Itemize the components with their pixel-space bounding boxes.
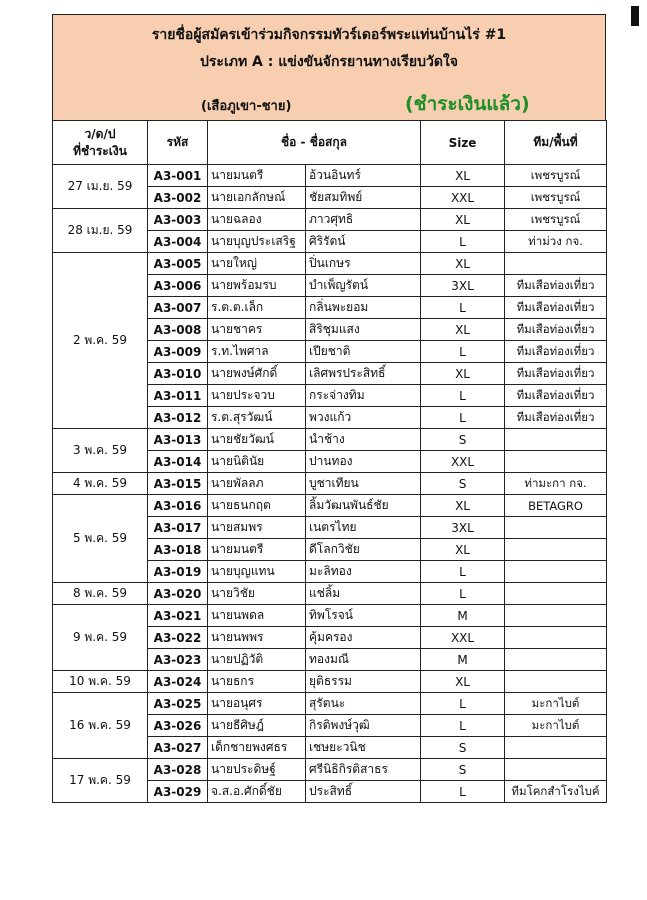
participant-name-cell: ร.ต.สุรวัฒน์ xyxy=(208,407,306,429)
table-row xyxy=(53,583,607,605)
table-body xyxy=(53,165,607,803)
team-area-cell xyxy=(505,605,607,627)
shirt-size-cell: S xyxy=(421,759,505,781)
participant-name-cell: นายใหญ่ xyxy=(208,253,306,275)
payment-date-cell: 9 พ.ค. 59 xyxy=(53,605,148,671)
participant-surname-cell: ศิริรัตน์ xyxy=(306,231,421,253)
team-area-cell: ทีมเสือท่องเที่ยว xyxy=(505,363,607,385)
payment-date-cell: 3 พ.ค. 59 xyxy=(53,429,148,473)
participant-name-cell: นายนพดล xyxy=(208,605,306,627)
participant-surname-cell: ศรีนิธิกิรติสาธร xyxy=(306,759,421,781)
table-row xyxy=(53,209,607,231)
participant-code-cell: A3-025 xyxy=(148,693,208,715)
shirt-size-cell: S xyxy=(421,429,505,451)
participant-code-cell: A3-021 xyxy=(148,605,208,627)
participant-surname-cell: เลิศพรประสิทธิ์ xyxy=(306,363,421,385)
participant-name-cell: นายประดิษฐ์ xyxy=(208,759,306,781)
shirt-size-cell: XL xyxy=(421,671,505,693)
table-row xyxy=(53,671,607,693)
team-area-cell: ทีมเสือท่องเที่ยว xyxy=(505,297,607,319)
participant-name-cell: นายประจวบ xyxy=(208,385,306,407)
header-size: Size xyxy=(421,121,505,165)
shirt-size-cell: L xyxy=(421,385,505,407)
participant-surname-cell: สิริชุมแสง xyxy=(306,319,421,341)
table-row xyxy=(53,165,607,187)
participant-name-cell: นายธีศิษฎ์ xyxy=(208,715,306,737)
team-area-cell xyxy=(505,253,607,275)
table-row xyxy=(53,473,607,495)
participant-surname-cell: นำช้าง xyxy=(306,429,421,451)
participant-surname-cell: ทองมณี xyxy=(306,649,421,671)
participant-code-cell: A3-020 xyxy=(148,583,208,605)
participant-surname-cell: ดีโลกวิชัย xyxy=(306,539,421,561)
payment-date-cell: 27 เม.ย. 59 xyxy=(53,165,148,209)
participant-name-cell: นายสมพร xyxy=(208,517,306,539)
header-name: ชื่อ - ชื่อสกุล xyxy=(208,121,421,165)
participant-name-cell: นายพัลลภ xyxy=(208,473,306,495)
participant-name-cell: จ.ส.อ.ศักดิ์ชัย xyxy=(208,781,306,803)
participant-name-cell: นายบุญแทน xyxy=(208,561,306,583)
shirt-size-cell: 3XL xyxy=(421,275,505,297)
participant-surname-cell: ปิ่นเกษร xyxy=(306,253,421,275)
shirt-size-cell: L xyxy=(421,781,505,803)
shirt-size-cell: S xyxy=(421,737,505,759)
shirt-size-cell: XL xyxy=(421,209,505,231)
team-area-cell xyxy=(505,671,607,693)
paid-status-label: (ชำระเงินแล้ว) xyxy=(405,93,530,115)
participant-code-cell: A3-024 xyxy=(148,671,208,693)
shirt-size-cell: M xyxy=(421,649,505,671)
participant-code-cell: A3-017 xyxy=(148,517,208,539)
payment-date-cell: 17 พ.ค. 59 xyxy=(53,759,148,803)
scan-mark xyxy=(631,6,639,26)
participant-surname-cell: สุรัตนะ xyxy=(306,693,421,715)
participant-surname-cell: ยุติธรรม xyxy=(306,671,421,693)
header-date-line2: ที่ชำระเงิน xyxy=(73,143,127,158)
team-area-cell xyxy=(505,627,607,649)
participant-surname-cell: ลิ้มวัฒนพันธ์ชัย xyxy=(306,495,421,517)
participant-surname-cell: ชัยสมทิพย์ xyxy=(306,187,421,209)
header-code: รหัส xyxy=(148,121,208,165)
team-area-cell xyxy=(505,429,607,451)
payment-date-cell: 4 พ.ค. 59 xyxy=(53,473,148,495)
team-area-cell: เพชรบูรณ์ xyxy=(505,187,607,209)
shirt-size-cell: L xyxy=(421,561,505,583)
participant-name-cell: นายชาคร xyxy=(208,319,306,341)
participant-code-cell: A3-016 xyxy=(148,495,208,517)
table-header-row xyxy=(53,121,607,165)
shirt-size-cell: XL xyxy=(421,539,505,561)
shirt-size-cell: XL xyxy=(421,253,505,275)
participant-code-cell: A3-027 xyxy=(148,737,208,759)
shirt-size-cell: L xyxy=(421,583,505,605)
shirt-size-cell: L xyxy=(421,715,505,737)
participant-surname-cell: อ้วนอินทร์ xyxy=(306,165,421,187)
team-area-cell xyxy=(505,583,607,605)
shirt-size-cell: XXL xyxy=(421,187,505,209)
shirt-size-cell: XL xyxy=(421,363,505,385)
shirt-size-cell: L xyxy=(421,231,505,253)
participant-name-cell: นายฉลอง xyxy=(208,209,306,231)
payment-date-cell: 10 พ.ค. 59 xyxy=(53,671,148,693)
category-title: ประเภท A : แข่งขันจักรยานทางเรียบวัดใจ xyxy=(200,54,458,70)
participant-code-cell: A3-006 xyxy=(148,275,208,297)
header-date xyxy=(53,121,148,165)
document-header xyxy=(52,14,606,120)
participant-name-cell: นายเอกลักษณ์ xyxy=(208,187,306,209)
participant-surname-cell: ทิพโรจน์ xyxy=(306,605,421,627)
participant-code-cell: A3-022 xyxy=(148,627,208,649)
participant-surname-cell: คุ้มครอง xyxy=(306,627,421,649)
participant-surname-cell: เชษยะวนิช xyxy=(306,737,421,759)
participant-code-cell: A3-011 xyxy=(148,385,208,407)
team-area-cell: ท่ามะกา กจ. xyxy=(505,473,607,495)
team-area-cell: มะกาไบต์ xyxy=(505,715,607,737)
team-area-cell xyxy=(505,451,607,473)
participant-surname-cell: กระจ่างทิม xyxy=(306,385,421,407)
payment-date-cell: 16 พ.ค. 59 xyxy=(53,693,148,759)
participant-name-cell: นายพร้อมรบ xyxy=(208,275,306,297)
participant-surname-cell: กลิ่นพะยอม xyxy=(306,297,421,319)
participant-code-cell: A3-014 xyxy=(148,451,208,473)
table-row xyxy=(53,495,607,517)
table-row xyxy=(53,759,607,781)
participant-code-cell: A3-029 xyxy=(148,781,208,803)
document-title: รายชื่อผู้สมัครเข้าร่วมกิจกรรมทัวร์เดอร์พระแท่นบ้านไร่ #1 xyxy=(151,27,507,43)
shirt-size-cell: XXL xyxy=(421,451,505,473)
participant-code-cell: A3-019 xyxy=(148,561,208,583)
payment-date-cell: 2 พ.ค. 59 xyxy=(53,253,148,429)
participant-code-cell: A3-001 xyxy=(148,165,208,187)
participant-surname-cell: กิรติพงษ์วุฒิ xyxy=(306,715,421,737)
participant-surname-cell: พวงแก้ว xyxy=(306,407,421,429)
shirt-size-cell: XL xyxy=(421,495,505,517)
team-area-cell xyxy=(505,649,607,671)
participant-code-cell: A3-007 xyxy=(148,297,208,319)
table-row xyxy=(53,605,607,627)
subcategory-label: (เสือภูเขา-ชาย) xyxy=(201,99,292,114)
shirt-size-cell: XXL xyxy=(421,627,505,649)
participant-surname-cell: ภาวศุทธิ xyxy=(306,209,421,231)
participant-code-cell: A3-023 xyxy=(148,649,208,671)
participant-code-cell: A3-028 xyxy=(148,759,208,781)
participant-surname-cell: มะลิทอง xyxy=(306,561,421,583)
registration-table xyxy=(52,120,607,803)
team-area-cell: ทีมเสือท่องเที่ยว xyxy=(505,341,607,363)
header-team: ทีม/พื้นที่ xyxy=(505,121,607,165)
participant-surname-cell: แช่ลิ้ม xyxy=(306,583,421,605)
participant-name-cell: นายนิตินัย xyxy=(208,451,306,473)
participant-name-cell: ร.ต.ต.เล็ก xyxy=(208,297,306,319)
participant-name-cell: นายพงษ์ศักดิ์ xyxy=(208,363,306,385)
participant-surname-cell: ปานทอง xyxy=(306,451,421,473)
participant-surname-cell: ประสิทธิ์ xyxy=(306,781,421,803)
team-area-cell: ทีมเสือท่องเที่ยว xyxy=(505,275,607,297)
shirt-size-cell: S xyxy=(421,473,505,495)
participant-surname-cell: บำเพ็ญรัตน์ xyxy=(306,275,421,297)
table-row xyxy=(53,429,607,451)
team-area-cell: มะกาไบต์ xyxy=(505,693,607,715)
participant-surname-cell: เปียชาติ xyxy=(306,341,421,363)
team-area-cell: ทีมเสือท่องเที่ยว xyxy=(505,407,607,429)
header-date-line1: ว/ด/ป xyxy=(84,126,116,141)
participant-code-cell: A3-012 xyxy=(148,407,208,429)
participant-name-cell: นายอนุศร xyxy=(208,693,306,715)
team-area-cell: เพชรบูรณ์ xyxy=(505,209,607,231)
team-area-cell: ท่าม่วง กจ. xyxy=(505,231,607,253)
team-area-cell xyxy=(505,539,607,561)
team-area-cell xyxy=(505,759,607,781)
participant-name-cell: นายธนกฤต xyxy=(208,495,306,517)
participant-code-cell: A3-003 xyxy=(148,209,208,231)
team-area-cell: เพชรบูรณ์ xyxy=(505,165,607,187)
participant-code-cell: A3-002 xyxy=(148,187,208,209)
shirt-size-cell: M xyxy=(421,605,505,627)
team-area-cell xyxy=(505,517,607,539)
participant-surname-cell: บูชาเทียน xyxy=(306,473,421,495)
shirt-size-cell: L xyxy=(421,693,505,715)
participant-name-cell: นายวิชัย xyxy=(208,583,306,605)
payment-date-cell: 5 พ.ค. 59 xyxy=(53,495,148,583)
participant-code-cell: A3-008 xyxy=(148,319,208,341)
participant-name-cell: นายมนตรี xyxy=(208,539,306,561)
participant-code-cell: A3-013 xyxy=(148,429,208,451)
team-area-cell: ทีมเสือท่องเที่ยว xyxy=(505,385,607,407)
participant-code-cell: A3-009 xyxy=(148,341,208,363)
team-area-cell: ทีมเสือท่องเที่ยว xyxy=(505,319,607,341)
team-area-cell xyxy=(505,561,607,583)
participant-code-cell: A3-010 xyxy=(148,363,208,385)
participant-code-cell: A3-005 xyxy=(148,253,208,275)
team-area-cell: BETAGRO xyxy=(505,495,607,517)
payment-date-cell: 8 พ.ค. 59 xyxy=(53,583,148,605)
participant-code-cell: A3-004 xyxy=(148,231,208,253)
participant-name-cell: นายชัยวัฒน์ xyxy=(208,429,306,451)
table-row xyxy=(53,253,607,275)
participant-surname-cell: เนตรไทย xyxy=(306,517,421,539)
participant-name-cell: นายนพพร xyxy=(208,627,306,649)
participant-name-cell: ร.ท.ไพศาล xyxy=(208,341,306,363)
table-row xyxy=(53,693,607,715)
team-area-cell xyxy=(505,737,607,759)
participant-name-cell: นายปฏิวัติ xyxy=(208,649,306,671)
participant-code-cell: A3-018 xyxy=(148,539,208,561)
participant-code-cell: A3-026 xyxy=(148,715,208,737)
participant-name-cell: นายธกร xyxy=(208,671,306,693)
participant-name-cell: นายบุญประเสริฐ xyxy=(208,231,306,253)
participant-name-cell: เด็กชายพงศธร xyxy=(208,737,306,759)
team-area-cell: ทีมโคกสำโรงไบค์ xyxy=(505,781,607,803)
shirt-size-cell: L xyxy=(421,407,505,429)
shirt-size-cell: XL xyxy=(421,319,505,341)
shirt-size-cell: L xyxy=(421,341,505,363)
participant-code-cell: A3-015 xyxy=(148,473,208,495)
participant-name-cell: นายมนตรี xyxy=(208,165,306,187)
shirt-size-cell: XL xyxy=(421,165,505,187)
shirt-size-cell: 3XL xyxy=(421,517,505,539)
shirt-size-cell: L xyxy=(421,297,505,319)
payment-date-cell: 28 เม.ย. 59 xyxy=(53,209,148,253)
